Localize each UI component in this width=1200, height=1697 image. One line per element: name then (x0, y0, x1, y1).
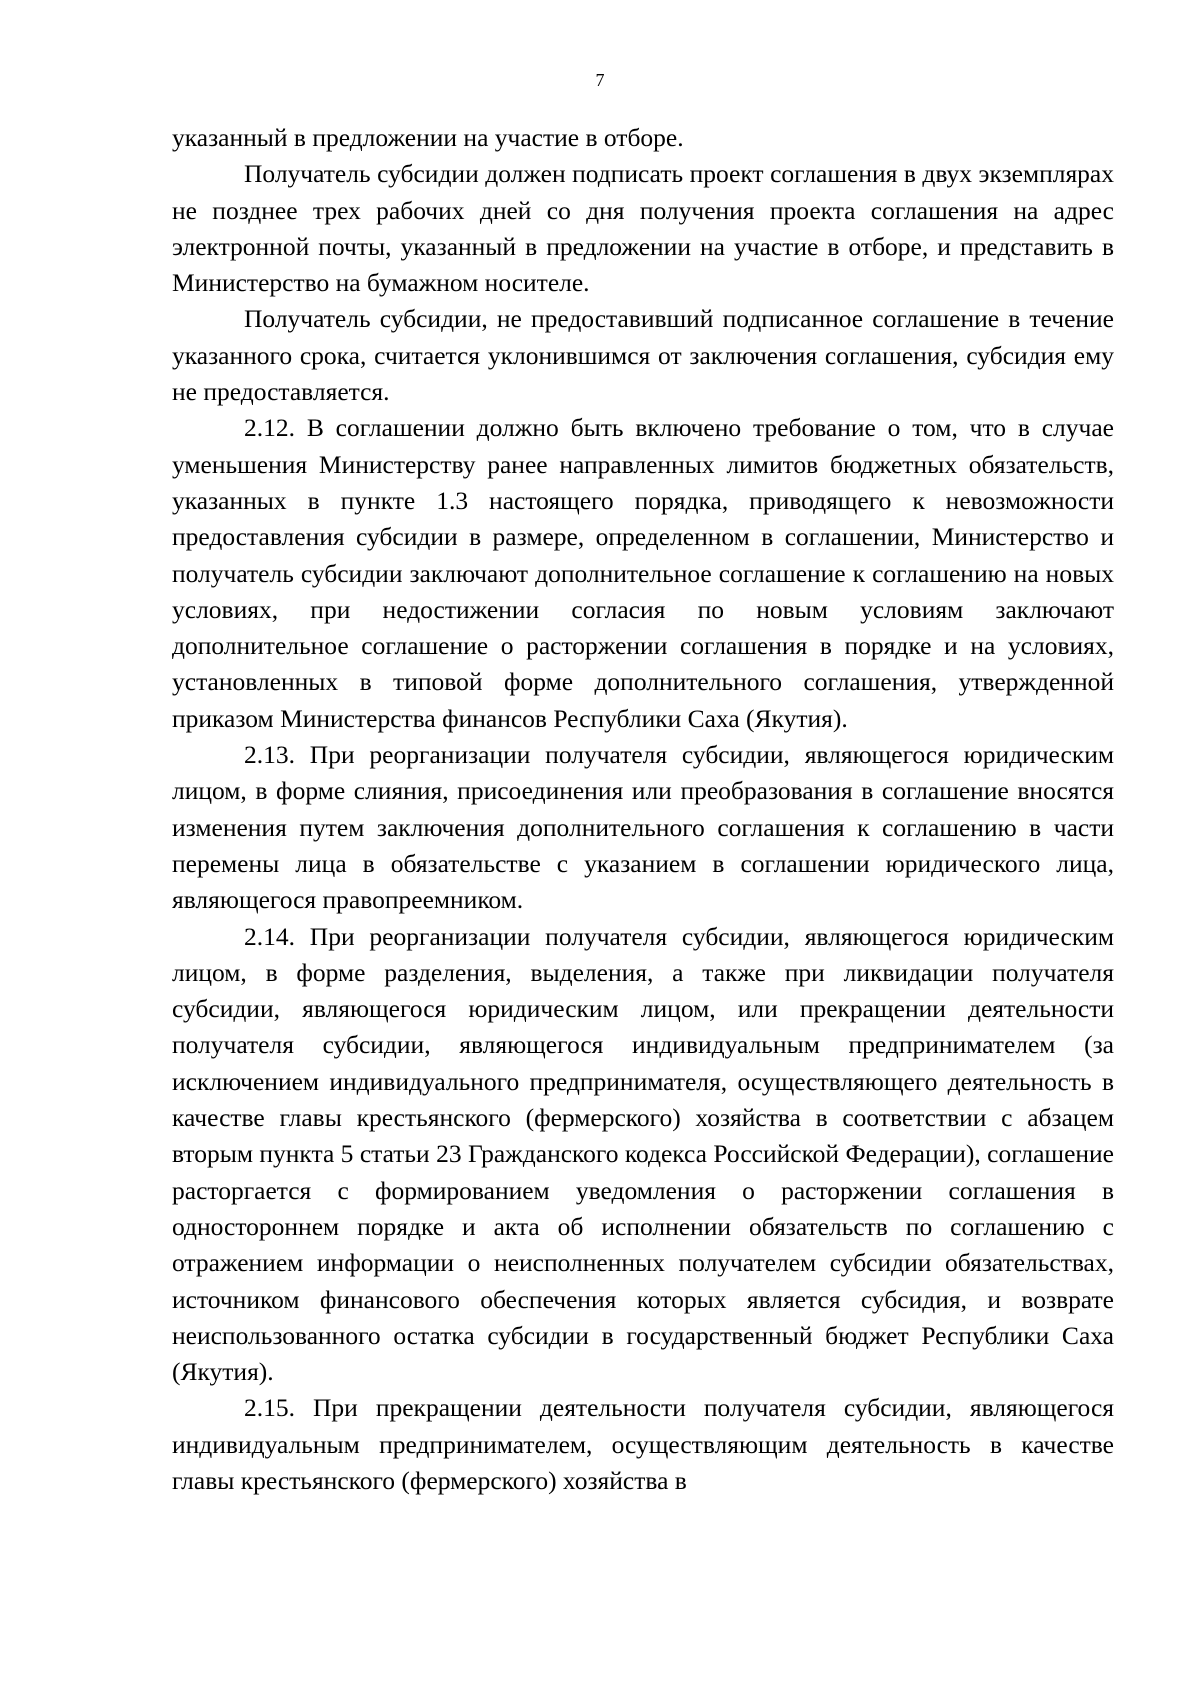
page-number: 7 (595, 70, 605, 90)
paragraph-2-12: 2.12. В соглашении должно быть включено требование о том, что в случае уменьшения Министерству ранее направленных лимитов бюджетных обязательств, указанных в пункте 1.3 настоящего порядка, приводящего к невозможности предоставления субсидии в размере, определенном в соглашении, Министерство и получатель субсидии заключают дополнительное соглашение к соглашению на новых условиях, при недостижении согласия по новым условиям заключают дополнительное соглашение о расторжении соглашения в порядке и на условиях, установленных в типовой форме дополнительного соглашения, утвержденной приказом Министерства финансов Республики Саха (Якутия). (172, 413, 1114, 733)
paragraph-2-15: 2.15. При прекращении деятельности получателя субсидии, являющегося индивидуальным предпринимателем, осуществляющим деятельность в качестве главы крестьянского (фермерского) хозяйства в (172, 1393, 1114, 1495)
paragraph-continuation: указанный в предложении на участие в отборе. (172, 123, 684, 152)
paragraph-2-13: 2.13. При реорганизации получателя субсидии, являющегося юридическим лицом, в форме слияния, присоединения или преобразования в соглашение вносятся изменения путем заключения дополнительного соглашения к соглашению в части перемены лица в обязательстве с указанием в соглашении юридического лица, являющегося правопреемником. (172, 740, 1114, 915)
paragraph-signing-deadline: Получатель субсидии должен подписать проект соглашения в двух экземплярах не позднее трех рабочих дней со дня получения проекта соглашения на адрес электронной почты, указанный в предложении на участие в отборе, и представить в Министерство на бумажном носителе. (172, 159, 1114, 298)
paragraph-2-14: 2.14. При реорганизации получателя субсидии, являющегося юридическим лицом, в форме разделения, выделения, а также при ликвидации получателя субсидии, являющегося юридическим лицом, или прекращении деятельности получателя субсидии, являющегося индивидуальным предпринимателем (за исключением индивидуального предпринимателя, осуществляющего деятельность в качестве главы крестьянского (фермерского) хозяйства в соответствии с абзацем вторым пункта 5 статьи 23 Гражданского кодекса Российской Федерации), соглашение расторгается с формированием уведомления о расторжении соглашения в одностороннем порядке и акта об исполнении обязательств по соглашению с отражением информации о неисполненных получателем субсидии обязательствах, источником финансового обеспечения которых является субсидия, и возврате неиспользованного остатка субсидии в государственный бюджет Республики Саха (Якутия). (172, 921, 1114, 1387)
document-body (172, 120, 1114, 1499)
paragraph-evasion: Получатель субсидии, не предоставивший подписанное соглашение в течение указанного срока, считается уклонившимся от заключения соглашения, субсидия ему не предоставляется. (172, 304, 1114, 407)
